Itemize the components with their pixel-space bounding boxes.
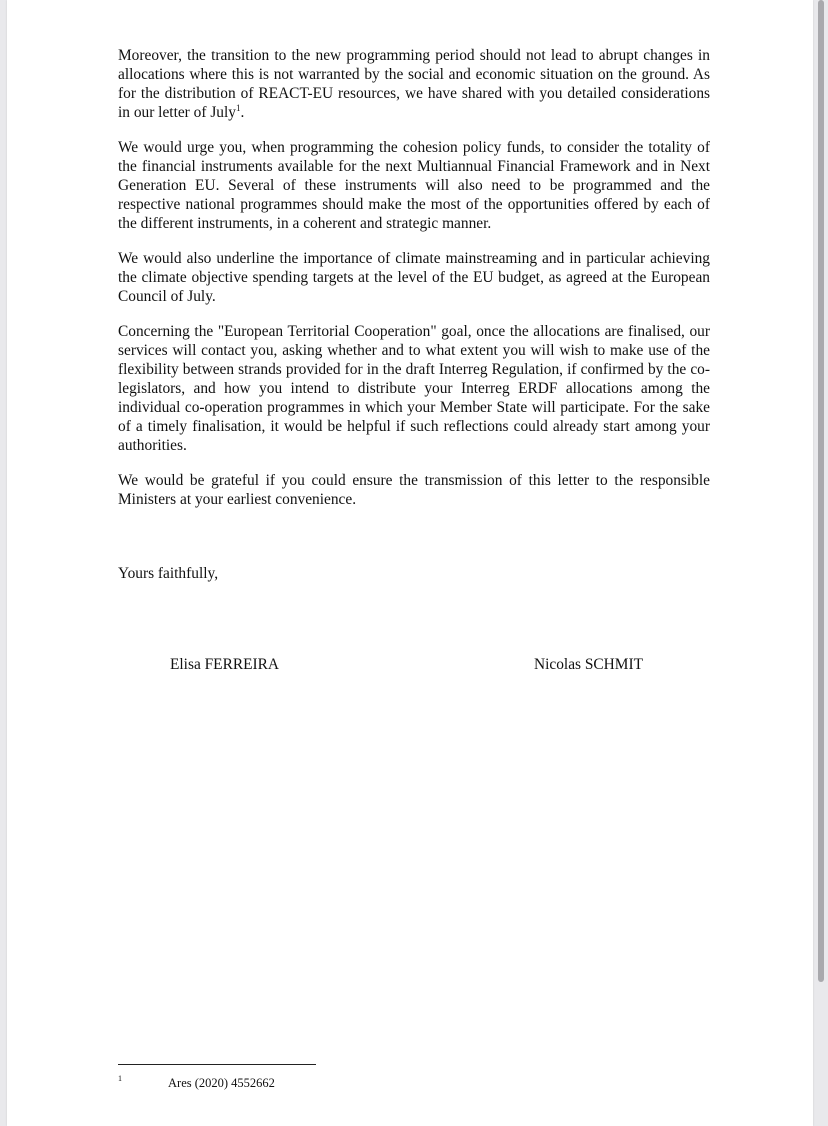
- document-page: [7, 0, 813, 1126]
- footnote-reference[interactable]: 1: [235, 102, 241, 113]
- footnote-text: Ares (2020) 4552662: [168, 1076, 275, 1090]
- paragraph-territorial-cooperation: Concerning the "European Territorial Cooperation" goal, once the allocations are finalised, our services will contact you, asking whether and to what extent you will wish to make use of the flexibility between strands provided for in the draft Interreg Regulation, if confirmed by the co-legislators, and how you intend to distribute your Interreg ERDF allocations among the individual co-operation programmes in which your Member State will participate. For the sake of a timely finalisation, it would be helpful if such reflections could already start among your authorities.: [118, 323, 710, 454]
- signatory-schmit: Nicolas SCHMIT: [534, 656, 644, 673]
- paragraph-climate: We would also underline the importance of climate mainstreaming and in particular achieving the climate objective spending targets at the level of the EU budget, as agreed at the European Council of July.: [118, 250, 710, 305]
- paragraph-text: Moreover, the transition to the new programming period should not lead to abrupt changes in allocations where this is not warranted by the social and economic situation on the ground. As for the distribution of REACT-EU resources, we have shared with you detailed considerations in our letter of July: [118, 47, 710, 121]
- footnote-number: 1: [118, 1074, 122, 1083]
- paragraph-tail: .: [240, 104, 245, 121]
- letter-body: [118, 46, 710, 525]
- paragraph-programming: We would urge you, when programming the cohesion policy funds, to consider the totality of the financial instruments available for the next Multiannual Financial Framework and in Next Generation EU. Several of these instruments will also need to be programmed and the respective national programmes should make the most of the opportunities offered by each of the different instruments, in a coherent and strategic manner.: [118, 139, 710, 232]
- closing-salutation: Yours faithfully,: [118, 565, 219, 582]
- vertical-scrollbar[interactable]: [818, 0, 824, 982]
- signatory-ferreira: Elisa FERREIRA: [170, 656, 280, 673]
- paragraph-transmission: We would be grateful if you could ensure the transmission of this letter to the responsible Ministers at your earliest convenience.: [118, 472, 710, 508]
- paragraph-transition: [118, 46, 710, 122]
- footnote-separator: [118, 1064, 316, 1065]
